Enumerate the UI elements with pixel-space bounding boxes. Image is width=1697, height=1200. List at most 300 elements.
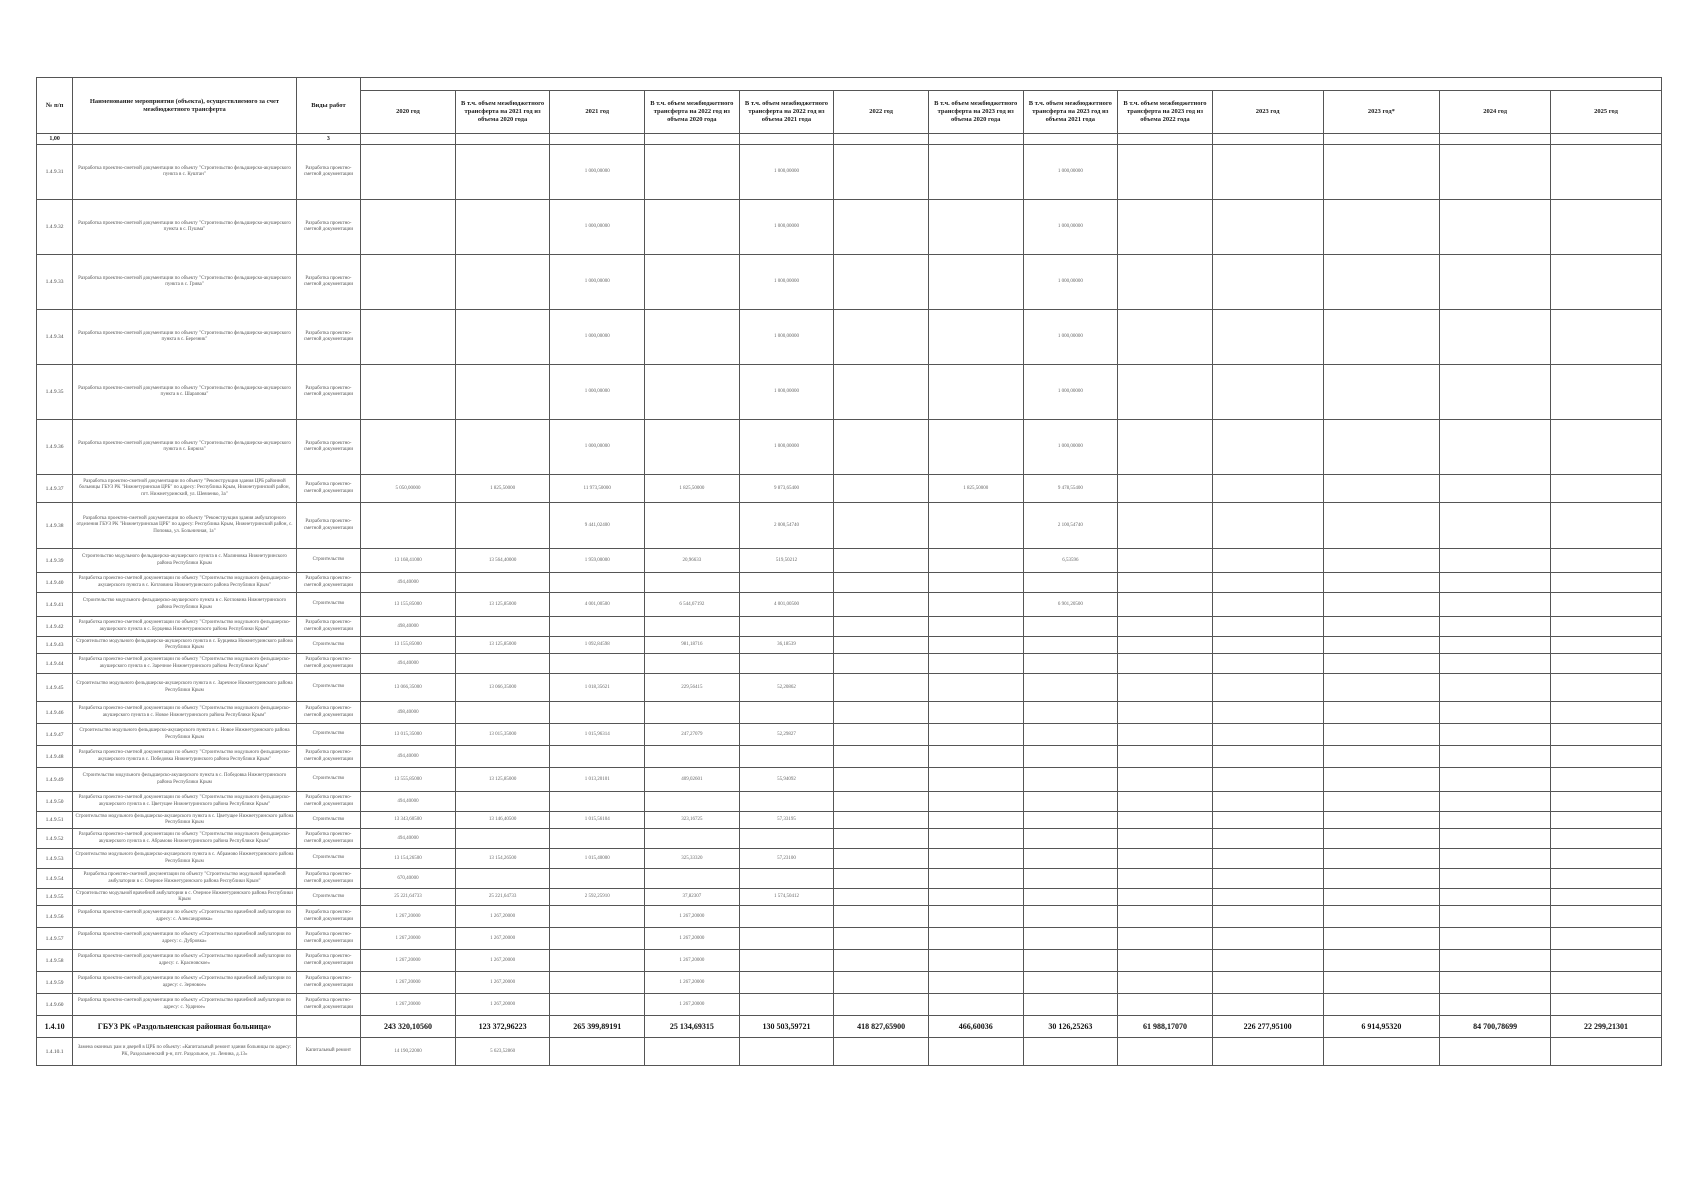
value-cell [834, 994, 929, 1016]
row-code: 1.4.9.55 [37, 889, 73, 906]
table-row [37, 849, 1662, 869]
value-cell: 6 901,20500 [1023, 593, 1118, 617]
value-cell [834, 255, 929, 310]
value-cell [1551, 637, 1662, 654]
value-cell [1212, 724, 1323, 746]
table-body [37, 145, 1662, 1066]
value-cell [1323, 812, 1440, 829]
row-name: Разработка проектно-сметной документации по объекту "Строительство модульного фельдшерско-акушерского пункта в с. Цветущее Нижнетуринского района Республики Крым" [73, 792, 296, 812]
value-cell: 5 623,52860 [455, 1038, 550, 1066]
value-cell [834, 637, 929, 654]
value-cell [1118, 724, 1213, 746]
value-cell [1440, 768, 1551, 792]
value-cell: 1 018,35621 [550, 674, 645, 702]
numbering-cell [455, 134, 550, 145]
value-cell: 498,40000 [361, 702, 456, 724]
value-cell [1212, 573, 1323, 593]
table-row [37, 573, 1662, 593]
value-cell [1323, 654, 1440, 674]
value-cell: 247,27079 [645, 724, 740, 746]
row-work-type: Разработка проектно-сметной документации [296, 906, 360, 928]
row-name: Строительство модульного фельдшерско-акушерского пункта в с. Малиновка Нижнетуринского района Республики Крым [73, 549, 296, 573]
value-cell [1212, 617, 1323, 637]
value-cell [1118, 889, 1213, 906]
value-cell [1212, 746, 1323, 768]
value-cell [645, 702, 740, 724]
value-cell: 11 973,50000 [550, 475, 645, 503]
value-cell: 13 168,41000 [361, 549, 456, 573]
budget-table [36, 77, 1662, 1066]
row-code: 1.4.10.1 [37, 1038, 73, 1066]
value-cell [645, 1038, 740, 1066]
value-cell [1323, 674, 1440, 702]
column-header-year: В т.ч. объем межбюджетного трансферта на 2023 год из объема 2020 года [928, 91, 1023, 134]
value-cell [1023, 812, 1118, 829]
value-cell: 1 825,50000 [455, 475, 550, 503]
value-cell [1118, 593, 1213, 617]
value-cell [834, 746, 929, 768]
value-cell [455, 792, 550, 812]
value-cell [1323, 724, 1440, 746]
value-cell [1023, 972, 1118, 994]
value-cell [1440, 724, 1551, 746]
value-cell [455, 746, 550, 768]
row-code: 1.4.9.38 [37, 503, 73, 549]
value-cell [834, 365, 929, 420]
row-code: 1.4.9.57 [37, 928, 73, 950]
value-cell: 498,40000 [361, 617, 456, 637]
value-cell [361, 255, 456, 310]
value-cell: 1 000,00000 [550, 145, 645, 200]
row-code: 1.4.9.59 [37, 972, 73, 994]
value-cell [1323, 503, 1440, 549]
value-cell: 13 154,26500 [361, 849, 456, 869]
value-cell [1440, 928, 1551, 950]
value-cell [834, 906, 929, 928]
value-cell [1551, 812, 1662, 829]
value-cell [1551, 593, 1662, 617]
value-cell [1023, 724, 1118, 746]
column-header-year: 2025 год [1551, 91, 1662, 134]
row-name: Разработка проектно-сметной документации по объекту "Строительство фельдшерско-акушерского пункта в с. Грива" [73, 255, 296, 310]
numbering-cell [1551, 134, 1662, 145]
value-cell [1023, 654, 1118, 674]
table-row [37, 674, 1662, 702]
table-row [37, 746, 1662, 768]
row-work-type: Строительство [296, 768, 360, 792]
value-cell [834, 950, 929, 972]
value-cell [739, 702, 834, 724]
value-cell [645, 420, 740, 475]
value-cell [455, 503, 550, 549]
value-cell [1212, 906, 1323, 928]
value-cell: 1 267,20000 [455, 928, 550, 950]
value-cell [1118, 906, 1213, 928]
numbering-row [37, 134, 1662, 145]
row-work-type: Разработка проектно-сметной документации [296, 573, 360, 593]
value-cell: 22 299,21301 [1551, 1016, 1662, 1038]
value-cell [1440, 849, 1551, 869]
value-cell [928, 869, 1023, 889]
row-code: 1.4.9.35 [37, 365, 73, 420]
value-cell [1323, 849, 1440, 869]
value-cell: 55,94092 [739, 768, 834, 792]
row-work-type: Строительство [296, 637, 360, 654]
value-cell [361, 503, 456, 549]
value-cell [455, 310, 550, 365]
value-cell [1551, 724, 1662, 746]
value-cell [928, 849, 1023, 869]
value-cell [928, 829, 1023, 849]
row-name: Разработка проектно-сметной документации по объекту «Строительство врачебной амбулатории по адресу: с. Ударное» [73, 994, 296, 1016]
row-name: Разработка проектно-сметной документации по объекту «Строительство врачебной амбулатории по адресу: с. Александровка» [73, 906, 296, 928]
value-cell [550, 829, 645, 849]
value-cell [1440, 637, 1551, 654]
value-cell: 1 000,00000 [1023, 365, 1118, 420]
value-cell: 6,53596 [1023, 549, 1118, 573]
value-cell [1023, 994, 1118, 1016]
value-cell [928, 503, 1023, 549]
value-cell: 1 015,56104 [550, 812, 645, 829]
row-code: 1.4.9.44 [37, 654, 73, 674]
value-cell [1440, 702, 1551, 724]
value-cell: 20,96633 [645, 549, 740, 573]
value-cell [1118, 365, 1213, 420]
numbering-cell: 1,00 [37, 134, 73, 145]
row-name: Разработка проектно-сметной документации по объекту «Строительство врачебной амбулатории по адресу: с. Зерновое» [73, 972, 296, 994]
value-cell [1118, 792, 1213, 812]
value-cell: 1 267,20000 [361, 928, 456, 950]
value-cell [1023, 674, 1118, 702]
row-name: Разработка проектно-сметной документации по объекту "Строительство модульного фельдшерско-акушерского пункта в с. Победовка Нижнетуринского района Республики Крым" [73, 746, 296, 768]
value-cell [834, 1038, 929, 1066]
row-name: Разработка проектно-сметной документации по объекту "Реконструкция здания ЦРБ районной больницы ГБУЗ РК "Нижнетуринская ЦРБ" по адресу: Республика Крым, Нижнетуринский район, пгт. Нижнетуринский, ул. Шевченко, 3а" [73, 475, 296, 503]
value-cell [550, 994, 645, 1016]
value-cell: 1 267,20000 [361, 972, 456, 994]
row-work-type: Разработка проектно-сметной документации [296, 503, 360, 549]
value-cell [455, 702, 550, 724]
value-cell [1551, 746, 1662, 768]
value-cell [1551, 310, 1662, 365]
column-header-year: 2023 год* [1323, 91, 1440, 134]
row-name: Разработка проектно-сметной документации по объекту "Строительство модульного фельдшерско-акушерского пункта в с. Котловина Нижнетуринского района Республики Крым" [73, 573, 296, 593]
row-name: Строительство модульного фельдшерско-акушерского пункта в с. Заречное Нижнетуринского района Республики Крым [73, 674, 296, 702]
value-cell [1323, 637, 1440, 654]
numbering-cell [1440, 134, 1551, 145]
value-cell: 1 267,20000 [455, 972, 550, 994]
value-cell [645, 654, 740, 674]
value-cell [1440, 420, 1551, 475]
numbering-cell [73, 134, 296, 145]
value-cell [834, 654, 929, 674]
value-cell [928, 310, 1023, 365]
row-code: 1.4.9.53 [37, 849, 73, 869]
value-cell [1212, 365, 1323, 420]
value-cell [550, 906, 645, 928]
row-code: 1.4.9.31 [37, 145, 73, 200]
value-cell [739, 869, 834, 889]
value-cell: 1 267,20000 [361, 950, 456, 972]
value-cell [1323, 420, 1440, 475]
value-cell [1212, 420, 1323, 475]
value-cell [550, 654, 645, 674]
row-work-type: Разработка проектно-сметной документации [296, 994, 360, 1016]
value-cell [1440, 365, 1551, 420]
row-code: 1.4.9.42 [37, 617, 73, 637]
value-cell: 4 001,00500 [739, 593, 834, 617]
value-cell [1440, 906, 1551, 928]
value-cell [1323, 200, 1440, 255]
table-row [37, 928, 1662, 950]
row-code: 1.4.9.39 [37, 549, 73, 573]
value-cell [928, 365, 1023, 420]
value-cell [1440, 654, 1551, 674]
row-work-type: Строительство [296, 812, 360, 829]
table-row [37, 994, 1662, 1016]
value-cell [645, 145, 740, 200]
value-cell: 25 221,64733 [455, 889, 550, 906]
value-cell [928, 812, 1023, 829]
value-cell [1440, 145, 1551, 200]
table-row [37, 593, 1662, 617]
value-cell [1212, 950, 1323, 972]
row-work-type [296, 1016, 360, 1038]
value-cell: 1 959,00000 [550, 549, 645, 573]
column-header-year: В т.ч. объем межбюджетного трансферта на 2023 год из объема 2022 года [1118, 91, 1213, 134]
value-cell [1118, 503, 1213, 549]
value-cell: 13 155,85000 [361, 637, 456, 654]
row-work-type: Разработка проектно-сметной документации [296, 145, 360, 200]
numbering-cell [834, 134, 929, 145]
value-cell [1551, 420, 1662, 475]
value-cell [1212, 792, 1323, 812]
value-cell [1118, 972, 1213, 994]
row-name: Разработка проектно-сметной документации по объекту "Строительство фельдшерско-акушерского пункта в с. Березник" [73, 310, 296, 365]
value-cell: 1 000,00000 [550, 200, 645, 255]
value-cell: 1 000,00000 [1023, 420, 1118, 475]
value-cell [1023, 906, 1118, 928]
value-cell [834, 972, 929, 994]
value-cell [1551, 972, 1662, 994]
value-cell [455, 573, 550, 593]
row-work-type: Разработка проектно-сметной документации [296, 255, 360, 310]
column-header-year: 2020 год [361, 91, 456, 134]
row-code: 1.4.9.40 [37, 573, 73, 593]
value-cell [834, 200, 929, 255]
value-cell [1551, 994, 1662, 1016]
value-cell [1118, 310, 1213, 365]
value-cell: 1 000,00000 [550, 420, 645, 475]
value-cell [928, 549, 1023, 573]
value-cell: 466,60036 [928, 1016, 1023, 1038]
value-cell: 323,16725 [645, 812, 740, 829]
row-code: 1.4.9.51 [37, 812, 73, 829]
value-cell [739, 1038, 834, 1066]
table-row [37, 829, 1662, 849]
value-cell [834, 617, 929, 637]
value-cell [1212, 310, 1323, 365]
value-cell [645, 829, 740, 849]
value-cell [455, 365, 550, 420]
value-cell [1118, 702, 1213, 724]
value-cell [1440, 812, 1551, 829]
value-cell: 1 000,00000 [739, 365, 834, 420]
value-cell [550, 928, 645, 950]
value-cell: 1 267,20000 [645, 994, 740, 1016]
value-cell [1023, 792, 1118, 812]
value-cell [1440, 829, 1551, 849]
column-header-year: 2022 год [834, 91, 929, 134]
numbering-cell [928, 134, 1023, 145]
value-cell: 670,40000 [361, 869, 456, 889]
row-name: ГБУЗ РК «Раздольненская районная больница» [73, 1016, 296, 1038]
value-cell: 13 125,85000 [455, 768, 550, 792]
row-code: 1.4.9.32 [37, 200, 73, 255]
value-cell: 13 154,26500 [455, 849, 550, 869]
value-cell [1118, 674, 1213, 702]
row-code: 1.4.9.45 [37, 674, 73, 702]
value-cell [1118, 829, 1213, 849]
value-cell: 1 574,50412 [739, 889, 834, 906]
value-cell: 1 267,20000 [645, 928, 740, 950]
value-cell: 2 000,54740 [739, 503, 834, 549]
value-cell: 1 000,00000 [1023, 310, 1118, 365]
table-row [37, 889, 1662, 906]
value-cell: 123 372,96223 [455, 1016, 550, 1038]
value-cell [834, 420, 929, 475]
value-cell: 494,40000 [361, 746, 456, 768]
table-row [37, 365, 1662, 420]
value-cell: 84 700,78699 [1440, 1016, 1551, 1038]
table-row [37, 145, 1662, 200]
value-cell [1440, 889, 1551, 906]
value-cell: 9 478,55400 [1023, 475, 1118, 503]
value-cell [1118, 549, 1213, 573]
value-cell: 1 013,20101 [550, 768, 645, 792]
table-row [37, 420, 1662, 475]
value-cell [1551, 654, 1662, 674]
value-cell [1118, 420, 1213, 475]
row-name: Разработка проектно-сметной документации по объекту «Строительство врачебной амбулатории по адресу: с. Дубровка» [73, 928, 296, 950]
value-cell [1212, 829, 1323, 849]
table-row [37, 950, 1662, 972]
column-header-year: 2024 год [1440, 91, 1551, 134]
value-cell [1023, 1038, 1118, 1066]
value-cell: 57,33195 [739, 812, 834, 829]
value-cell [1212, 1038, 1323, 1066]
value-cell [834, 145, 929, 200]
table-row [37, 503, 1662, 549]
value-cell [1551, 928, 1662, 950]
value-cell [1212, 889, 1323, 906]
value-cell [1023, 869, 1118, 889]
value-cell: 1 000,00000 [739, 200, 834, 255]
value-cell [1551, 549, 1662, 573]
row-name: Разработка проектно-сметной документации по объекту "Строительство модульного фельдшерско-акушерского пункта в с. Абрамово Нижнетуринского района Республики Крым" [73, 829, 296, 849]
value-cell [1551, 145, 1662, 200]
value-cell [550, 617, 645, 637]
value-cell [739, 573, 834, 593]
value-cell [1323, 365, 1440, 420]
value-cell [1118, 768, 1213, 792]
value-cell [1440, 310, 1551, 365]
value-cell: 13 343,60500 [361, 812, 456, 829]
value-cell [928, 928, 1023, 950]
value-cell [645, 746, 740, 768]
table-row [37, 475, 1662, 503]
numbering-cell [1023, 134, 1118, 145]
value-cell [928, 145, 1023, 200]
value-cell: 1 000,00000 [1023, 145, 1118, 200]
value-cell [1118, 654, 1213, 674]
value-cell [1440, 475, 1551, 503]
value-cell [1323, 792, 1440, 812]
value-cell [1023, 928, 1118, 950]
value-cell [1212, 768, 1323, 792]
value-cell [1551, 200, 1662, 255]
row-code: 1.4.9.43 [37, 637, 73, 654]
value-cell [1323, 928, 1440, 950]
value-cell [928, 420, 1023, 475]
value-cell [645, 310, 740, 365]
value-cell [1323, 310, 1440, 365]
table-row [37, 637, 1662, 654]
value-cell: 52,20862 [739, 674, 834, 702]
value-cell [1323, 829, 1440, 849]
value-cell [1323, 617, 1440, 637]
row-work-type: Капитальный ремонт [296, 1038, 360, 1066]
row-code: 1.4.9.52 [37, 829, 73, 849]
value-cell [834, 928, 929, 950]
row-work-type: Разработка проектно-сметной документации [296, 702, 360, 724]
value-cell [1551, 1038, 1662, 1066]
value-cell [1323, 702, 1440, 724]
value-cell [1212, 654, 1323, 674]
value-cell [1212, 849, 1323, 869]
value-cell [928, 889, 1023, 906]
value-cell [645, 869, 740, 889]
value-cell [1551, 792, 1662, 812]
value-cell [645, 792, 740, 812]
row-name: Строительство модульного фельдшерско-акушерского пункта в с. Бурцевка Нижнетуринского района Республики Крым [73, 637, 296, 654]
column-header-year: В т.ч. объем межбюджетного трансферта на 2021 год из объема 2020 года [455, 91, 550, 134]
numbering-cell: 3 [296, 134, 360, 145]
value-cell [1118, 869, 1213, 889]
value-cell [928, 950, 1023, 972]
value-cell: 5 050,00000 [361, 475, 456, 503]
value-cell [1440, 950, 1551, 972]
value-cell [455, 829, 550, 849]
row-work-type: Разработка проектно-сметной документации [296, 365, 360, 420]
value-cell: 1 015,96314 [550, 724, 645, 746]
value-cell: 36,18539 [739, 637, 834, 654]
row-code: 1.4.9.36 [37, 420, 73, 475]
value-cell [834, 768, 929, 792]
row-work-type: Разработка проектно-сметной документации [296, 654, 360, 674]
value-cell [1212, 637, 1323, 654]
value-cell [1323, 145, 1440, 200]
column-header-year: 2023 год [1212, 91, 1323, 134]
row-work-type: Разработка проектно-сметной документации [296, 617, 360, 637]
value-cell [928, 674, 1023, 702]
value-cell: 13 125,85000 [455, 637, 550, 654]
value-cell: 9 441,02400 [550, 503, 645, 549]
value-cell: 1 825,50000 [645, 475, 740, 503]
value-cell [739, 906, 834, 928]
row-work-type: Строительство [296, 724, 360, 746]
value-cell [1212, 593, 1323, 617]
value-cell [645, 503, 740, 549]
